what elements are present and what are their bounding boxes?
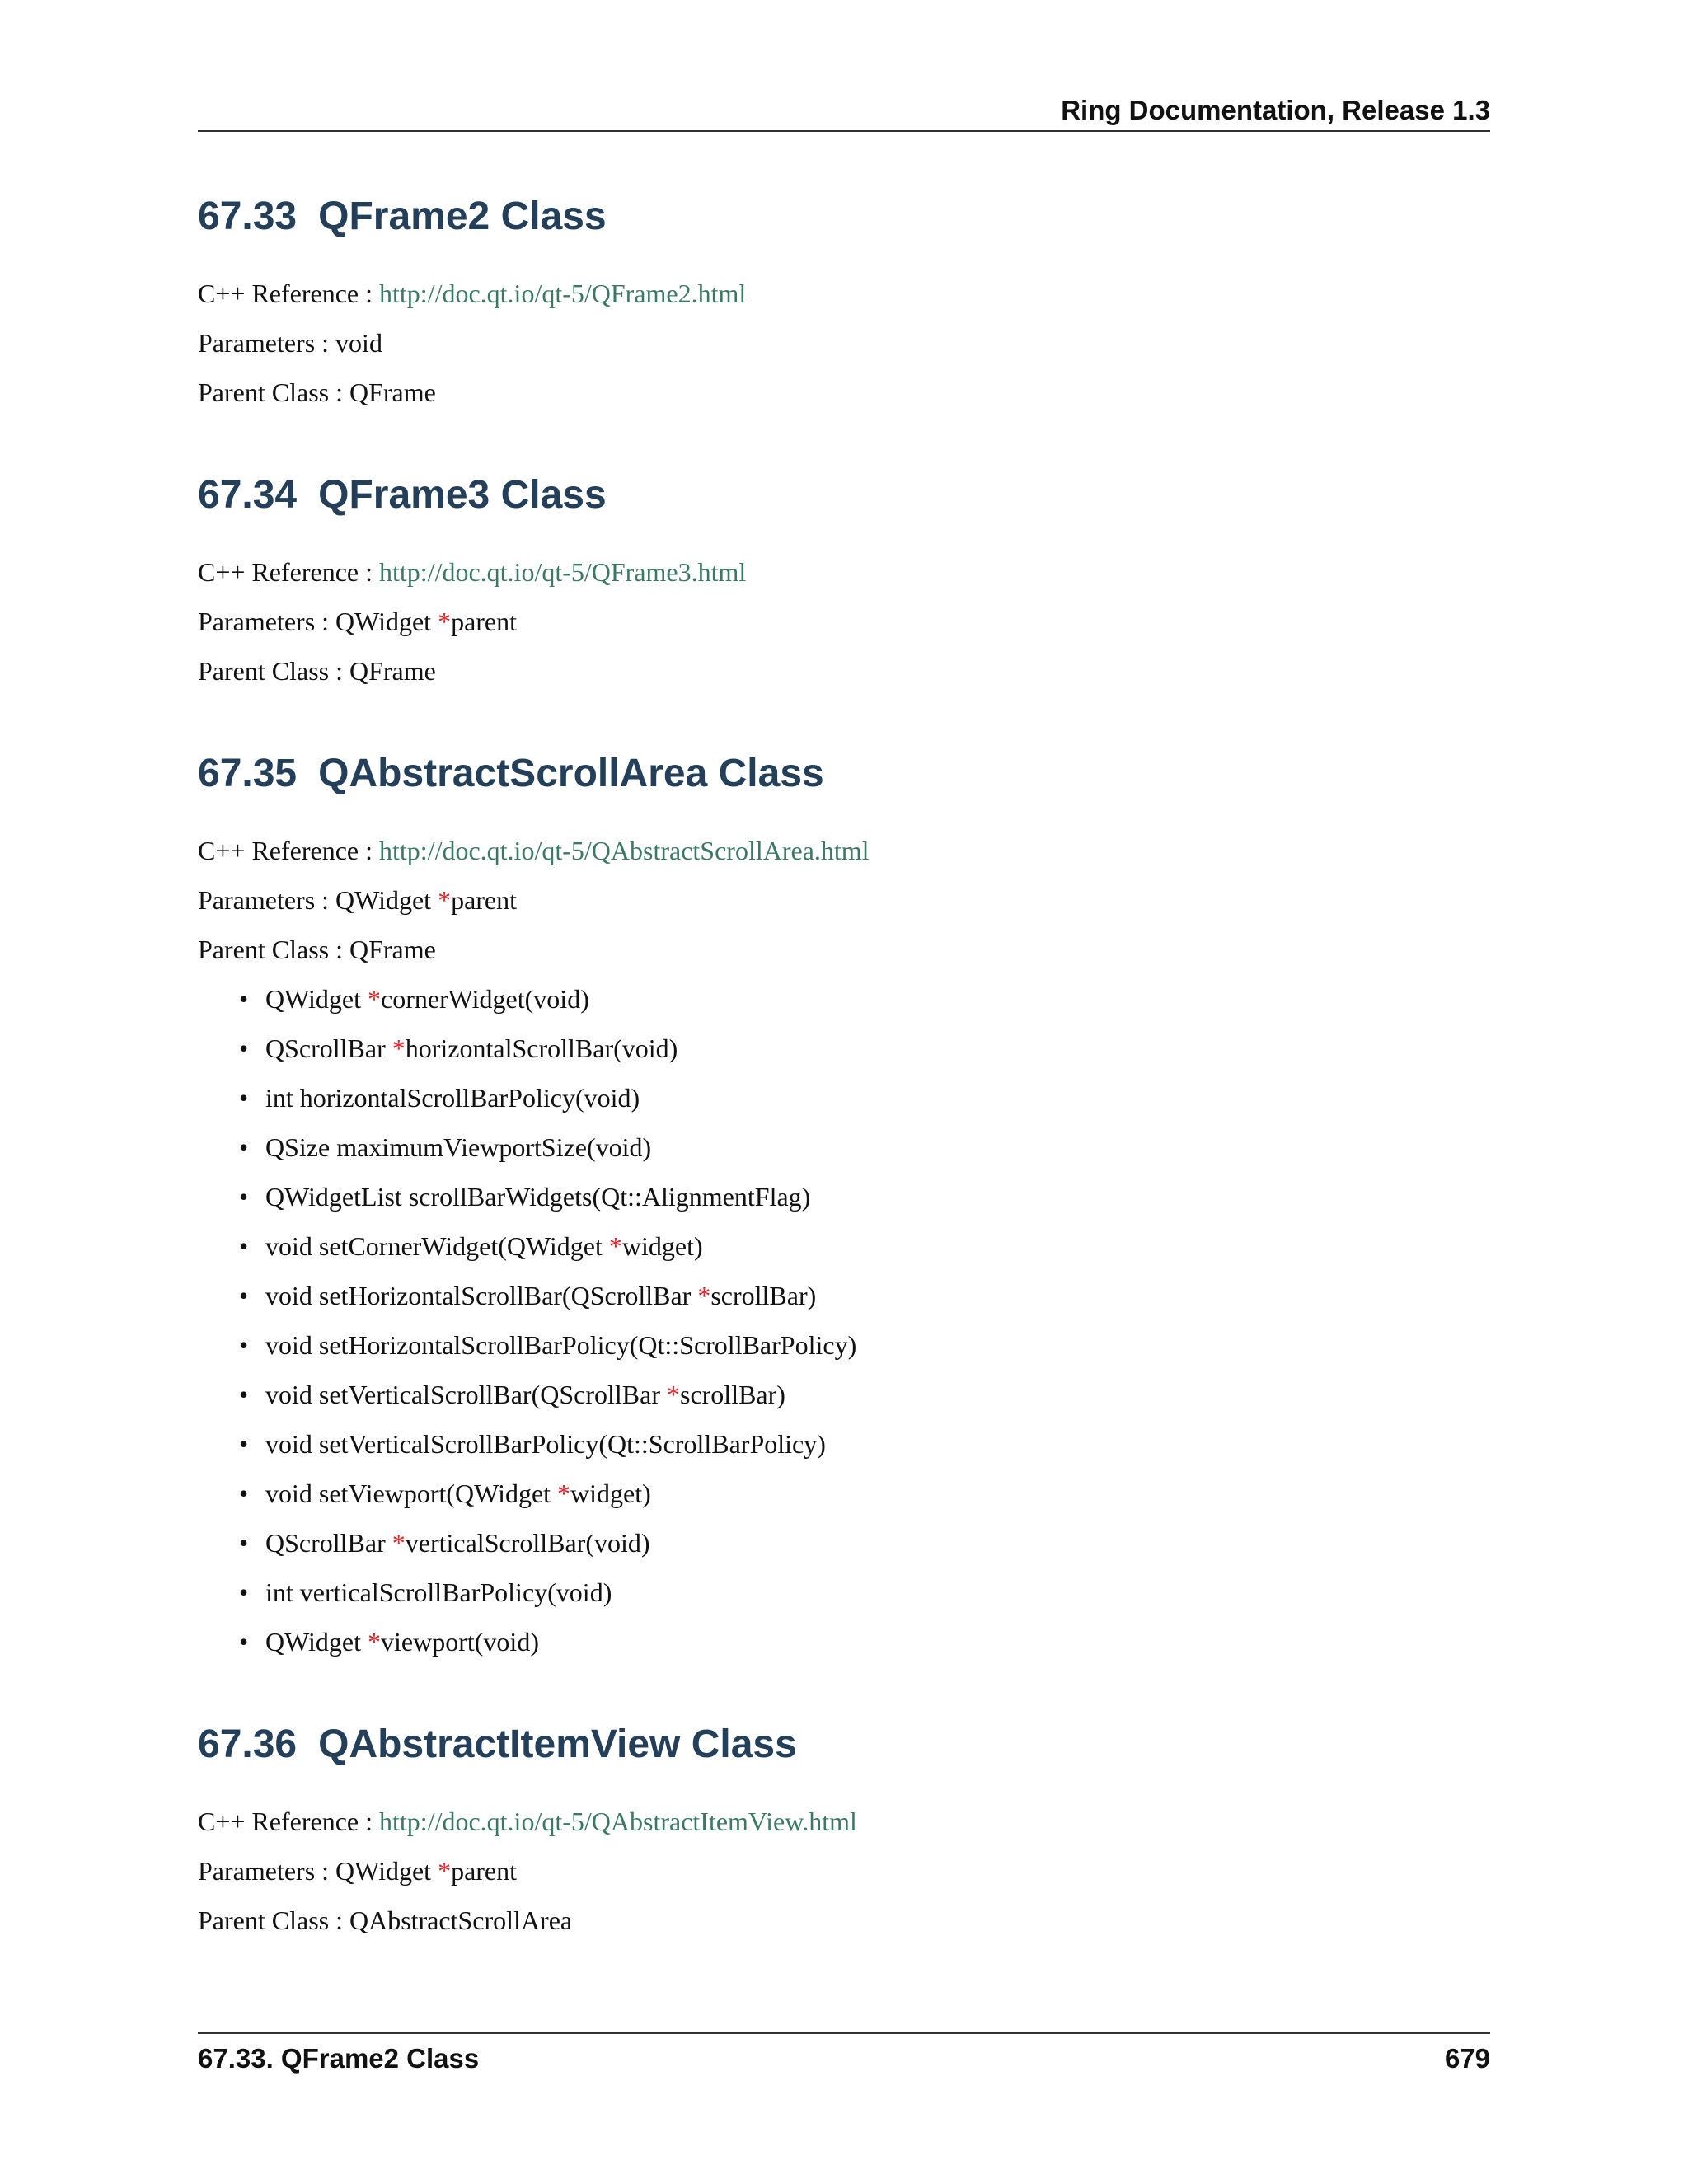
parent-class-label: Parent Class :: [198, 935, 349, 964]
parent-class-value: QFrame: [349, 935, 436, 964]
method-text: void setCornerWidget(QWidget: [265, 1231, 609, 1261]
method-text: QScrollBar: [265, 1528, 392, 1558]
method-text: void setVerticalScrollBar(QScrollBar: [265, 1380, 667, 1409]
parent-class-line: [198, 368, 1490, 417]
section-heading: [198, 1718, 1490, 1772]
page-number: 679: [1444, 2043, 1490, 2074]
method-text: void setHorizontalScrollBarPolicy(Qt::ScrollBarPolicy): [265, 1330, 857, 1360]
method-text: void setViewport(QWidget: [265, 1479, 558, 1508]
method-text: widget): [621, 1231, 703, 1261]
section-qframe3: [198, 468, 1490, 696]
method-item: [265, 1221, 1490, 1271]
reference-line: [198, 547, 1490, 597]
section-qabstractitemview: [198, 1718, 1490, 1945]
document-page: [198, 0, 1490, 2184]
parent-class-line: [198, 646, 1490, 696]
section-heading: [198, 747, 1490, 801]
method-item: [265, 1568, 1490, 1617]
reference-link[interactable]: http://doc.qt.io/qt-5/QAbstractItemView.html: [379, 1807, 857, 1836]
section-qabstractscrollarea: [198, 747, 1490, 1666]
method-text: horizontalScrollBar(void): [405, 1033, 678, 1063]
parameters-name: parent: [451, 1856, 518, 1886]
section-number: 67.34: [198, 473, 298, 517]
method-list: [198, 974, 1490, 1666]
method-item: [265, 1024, 1490, 1073]
pointer-star: *: [438, 885, 452, 915]
parent-class-value: QFrame: [349, 656, 436, 686]
method-item: [265, 1122, 1490, 1172]
parent-class-label: Parent Class :: [198, 1905, 349, 1935]
method-text: scrollBar): [679, 1380, 785, 1409]
parameters-line: [198, 1846, 1490, 1896]
section-title: QFrame3 Class: [318, 473, 607, 517]
parameters-line: [198, 318, 1490, 368]
parent-class-label: Parent Class :: [198, 656, 349, 686]
method-item: [265, 1419, 1490, 1469]
method-text: int horizontalScrollBarPolicy(void): [265, 1083, 640, 1113]
reference-link[interactable]: http://doc.qt.io/qt-5/QAbstractScrollArea.html: [379, 836, 870, 865]
parent-class-line: [198, 1896, 1490, 1945]
pointer-star: *: [368, 984, 382, 1014]
parameters-type: QWidget: [335, 1856, 438, 1886]
section-number: 67.35: [198, 752, 298, 795]
parent-class-value: QFrame: [349, 377, 436, 407]
method-item: [265, 1271, 1490, 1320]
method-text: void setVerticalScrollBarPolicy(Qt::ScrollBarPolicy): [265, 1429, 826, 1459]
reference-link[interactable]: http://doc.qt.io/qt-5/QFrame2.html: [379, 279, 747, 308]
parent-class-label: Parent Class :: [198, 377, 349, 407]
parameters-name: parent: [451, 885, 518, 915]
parameters-type: QWidget: [335, 607, 438, 636]
method-item: [265, 1172, 1490, 1221]
section-title: QAbstractScrollArea Class: [318, 752, 824, 795]
reference-label: C++ Reference :: [198, 836, 379, 865]
reference-link[interactable]: http://doc.qt.io/qt-5/QFrame3.html: [379, 557, 747, 587]
method-text: scrollBar): [710, 1281, 817, 1310]
pointer-star: *: [666, 1380, 680, 1409]
method-item: [265, 1518, 1490, 1568]
parent-class-value: QAbstractScrollArea: [349, 1905, 573, 1935]
method-text: int verticalScrollBarPolicy(void): [265, 1577, 612, 1607]
pointer-star: *: [368, 1627, 382, 1657]
reference-label: C++ Reference :: [198, 1807, 379, 1836]
parameters-label: Parameters :: [198, 1856, 336, 1886]
pointer-star: *: [608, 1231, 622, 1261]
parameters-name: parent: [451, 607, 518, 636]
section-number: 67.33: [198, 194, 298, 238]
pointer-star: *: [438, 1856, 452, 1886]
method-text: verticalScrollBar(void): [405, 1528, 650, 1558]
reference-label: C++ Reference :: [198, 557, 379, 587]
section-title: QAbstractItemView Class: [318, 1722, 797, 1766]
pointer-star: *: [557, 1479, 571, 1508]
pointer-star: *: [697, 1281, 711, 1310]
method-item: [265, 1073, 1490, 1122]
parameters-line: [198, 875, 1490, 925]
reference-line: [198, 269, 1490, 318]
method-item: [265, 1469, 1490, 1518]
parameters-line: [198, 597, 1490, 646]
method-item: [265, 1320, 1490, 1370]
parameters-label: Parameters :: [198, 885, 336, 915]
method-text: QWidget: [265, 984, 368, 1014]
method-text: QWidgetList scrollBarWidgets(Qt::AlignmentFlag): [265, 1182, 811, 1212]
section-heading: [198, 468, 1490, 523]
method-text: QScrollBar: [265, 1033, 392, 1063]
method-text: widget): [570, 1479, 651, 1508]
method-item: [265, 974, 1490, 1024]
method-text: void setHorizontalScrollBar(QScrollBar: [265, 1281, 698, 1310]
section-qframe2: [198, 190, 1490, 417]
pointer-star: *: [438, 607, 452, 636]
pointer-star: *: [392, 1033, 406, 1063]
pointer-star: *: [392, 1528, 406, 1558]
parameters-type: QWidget: [335, 885, 438, 915]
parameters-label: Parameters :: [198, 328, 336, 358]
method-text: viewport(void): [381, 1627, 539, 1657]
method-text: QWidget: [265, 1627, 368, 1657]
parameters-label: Parameters :: [198, 607, 336, 636]
parent-class-line: [198, 925, 1490, 974]
footer-section: 67.33. QFrame2 Class: [198, 2043, 480, 2074]
method-text: QSize maximumViewportSize(void): [265, 1132, 652, 1162]
method-item: [265, 1617, 1490, 1666]
running-header: [198, 92, 1490, 132]
reference-label: C++ Reference :: [198, 279, 379, 308]
page-content: [198, 190, 1490, 1996]
method-text: cornerWidget(void): [381, 984, 589, 1014]
reference-line: [198, 1797, 1490, 1846]
header-title: Ring Documentation, Release 1.3: [1061, 95, 1490, 125]
section-number: 67.36: [198, 1722, 298, 1766]
running-footer: [198, 2032, 1490, 2083]
section-title: QFrame2 Class: [318, 194, 607, 238]
section-heading: [198, 190, 1490, 244]
method-item: [265, 1370, 1490, 1419]
reference-line: [198, 826, 1490, 875]
parameters-value: void: [335, 328, 382, 358]
